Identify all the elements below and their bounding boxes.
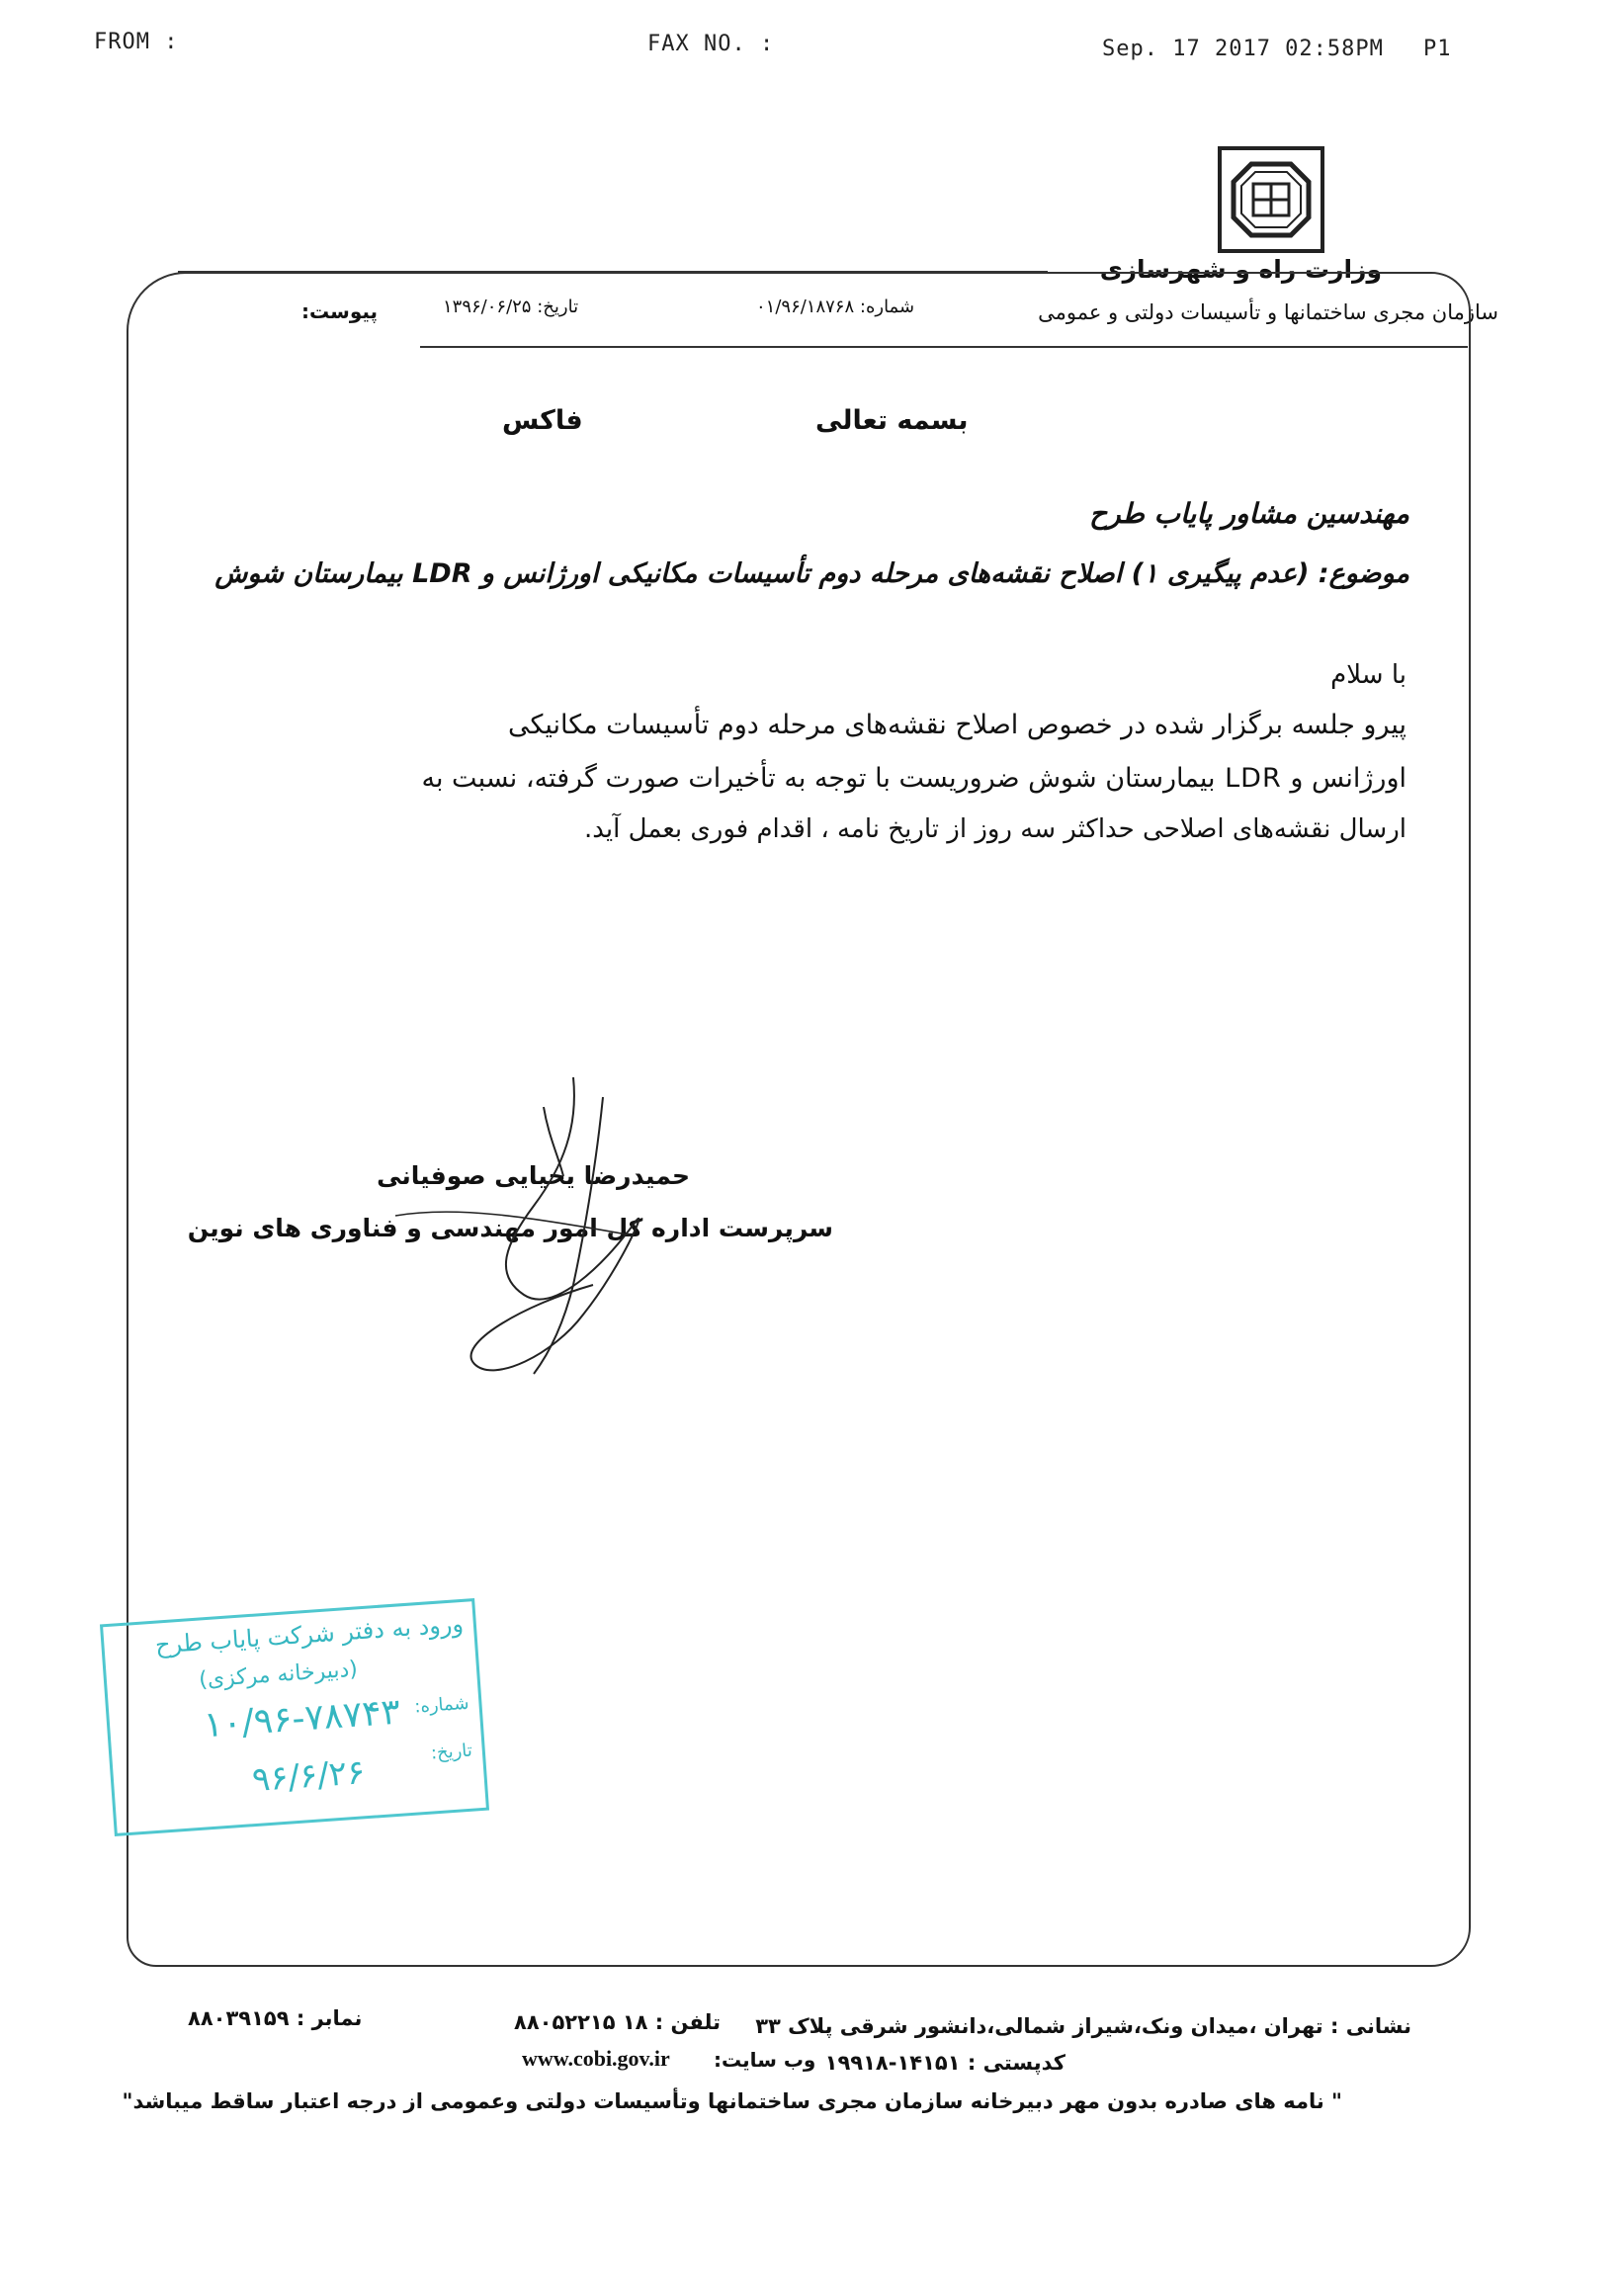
letter-type: فاکس: [502, 405, 583, 436]
recipient: مهندسین مشاور پایاب طرح: [1089, 497, 1409, 530]
header-rule: [420, 346, 1468, 348]
greeting: با سلام: [1330, 660, 1406, 690]
footer-phone: تلفن : ۱۸ ۸۸۰۵۲۲۱۵: [514, 2010, 721, 2034]
number-value: ۰۱/۹۶/۱۸۷۶۸: [756, 297, 855, 317]
body-line-1: پیرو جلسه برگزار شده در خصوص اصلاح نقشه‌های مرحله دوم تأسیسات مکانیکی: [507, 710, 1406, 740]
stamp-date-label: تاریخ:: [430, 1740, 473, 1764]
footer-notice: " نامه های صادره بدون مهر دبیرخانه سازمان مجری ساختمانها وتأسیسات دولتی وعمومی از درجه اعتبار ساقط میباشد": [122, 2089, 1342, 2113]
ministry-name: وزارت راه و شهرسازی: [1099, 255, 1382, 284]
stamp-number-value: ۱۰/۹۶-۷۸۷۴۳: [202, 1691, 402, 1746]
fax-number-label: FAX NO. :: [647, 32, 775, 56]
signatory-name: حمیدرضا یحیایی صوفیانی: [377, 1161, 690, 1190]
receipt-stamp: [100, 1598, 489, 1836]
footer-website: www.cobi.gov.ir: [522, 2046, 670, 2071]
fax-timestamp: Sep. 17 2017 02:58PM: [1102, 37, 1384, 61]
signature-scribble: [376, 1067, 692, 1394]
footer-address: نشانی : تهران ،میدان ونک،شیراز شمالی،دانشور شرقی پلاک ۳۳: [755, 2014, 1411, 2038]
letter-date: [443, 297, 578, 317]
fax-from-label: FROM :: [94, 30, 179, 54]
attachment-label: پیوست:: [301, 299, 379, 323]
number-label: شماره:: [859, 297, 915, 317]
fax-page: P1: [1423, 37, 1452, 61]
stamp-line-1: ورود به دفتر شرکت پایاب طرح: [154, 1609, 465, 1659]
stamp-date-value: ۹۶/۶/۲۶: [250, 1752, 367, 1801]
date-value: ۱۳۹۶/۰۶/۲۵: [443, 297, 532, 317]
ministry-logo: [1218, 146, 1324, 253]
stamp-number-label: شماره:: [413, 1692, 470, 1718]
footer-postal: کدپستی : ۱۴۱۵۱-۱۹۹۱۸: [824, 2051, 1065, 2075]
signatory-title: سرپرست اداره کل امور مهندسی و فناوری های نوین: [187, 1214, 833, 1242]
top-rule: [178, 271, 1048, 273]
subject: موضوع: (عدم پیگیری ۱) اصلاح نقشه‌های مرحله دوم تأسیسات مکانیکی اورژانس و LDR بیمارستان شوش: [214, 558, 1409, 589]
body-line-3: ارسال نقشه‌های اصلاحی حداکثر سه روز از تاریخ نامه ، اقدام فوری بعمل آید.: [584, 814, 1406, 844]
organization-name: سازمان مجری ساختمانها و تأسیسات دولتی و عمومی: [1038, 300, 1498, 324]
invocation: بسمه تعالی: [815, 405, 969, 436]
stamp-line-2: (دبیرخانه مرکزی): [198, 1657, 359, 1693]
letter-number: [756, 297, 914, 317]
body-line-2: اورژانس و LDR بیمارستان شوش ضروریست با توجه به تأخیرات صورت گرفته، نسبت به: [421, 763, 1406, 794]
footer-fax: نمابر : ۸۸۰۳۹۱۵۹: [188, 2006, 363, 2030]
date-label: تاریخ:: [537, 297, 579, 317]
footer-website-label: وب سایت:: [714, 2048, 816, 2072]
